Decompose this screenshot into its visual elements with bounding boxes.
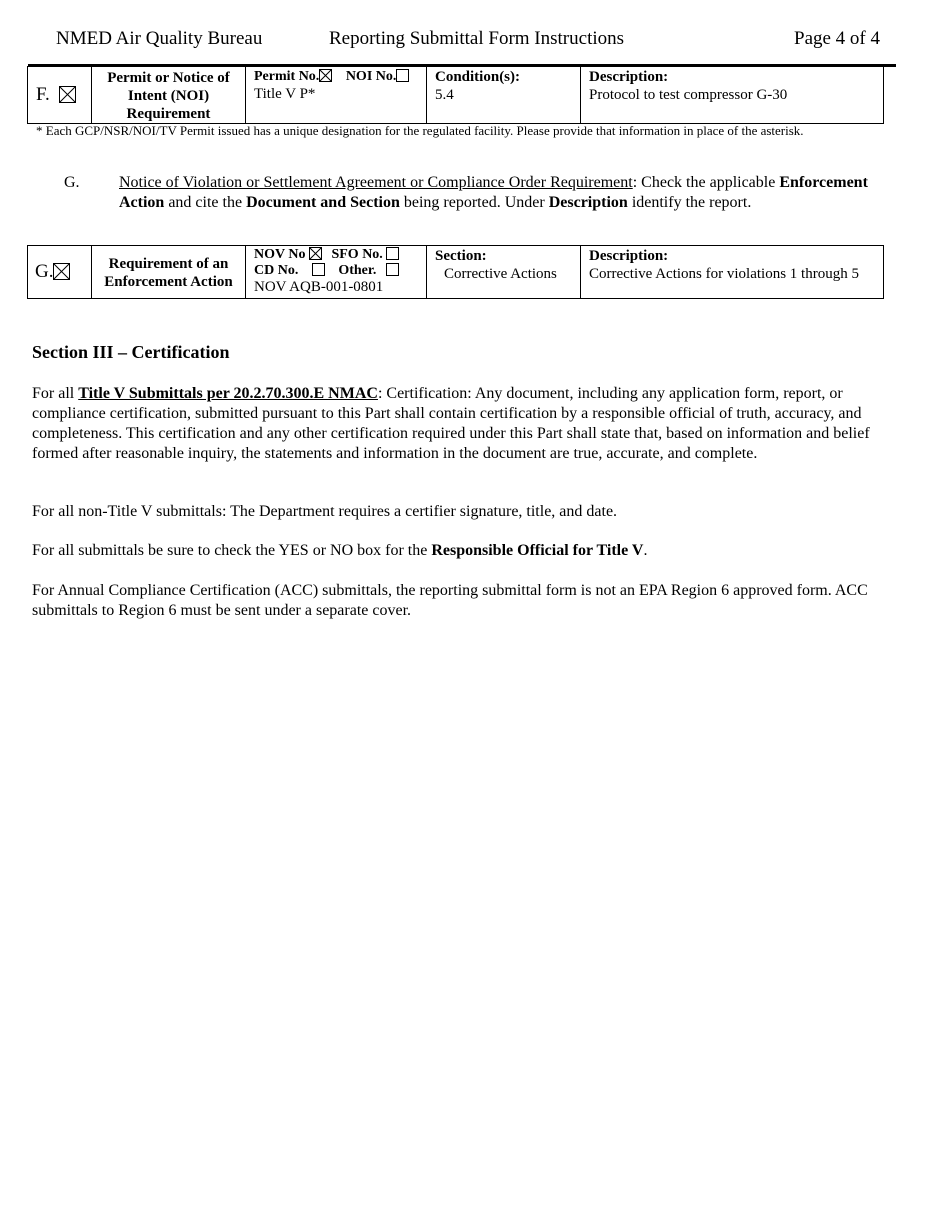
enforcement-description-value: Corrective Actions for violations 1 through 5 <box>589 266 859 282</box>
header-bureau: NMED Air Quality Bureau <box>56 28 263 49</box>
cd-label: CD No. <box>254 263 299 278</box>
other-label: Other. <box>338 263 377 278</box>
enforcement-requirement-label: Requirement of an Enforcement Action <box>104 255 233 290</box>
certification-paragraph-non-title-v: For all non-Title V submittals: The Department requires a certifier signature, title, and date. <box>32 503 618 520</box>
row-f-label: F. <box>36 84 50 105</box>
cd-checkbox[interactable] <box>312 263 325 276</box>
row-f-label-cell <box>28 67 92 124</box>
item-g-title: Notice of Violation or Settlement Agreement or Compliance Order Requirement <box>119 174 633 191</box>
p3-end: . <box>643 542 648 559</box>
header-page-number: Page 4 of 4 <box>794 28 881 49</box>
row-g-checkbox[interactable] <box>53 263 70 280</box>
permit-cell <box>246 67 427 124</box>
description-cell <box>581 67 884 124</box>
sfo-checkbox[interactable] <box>386 247 399 260</box>
section-label: Section: <box>435 248 487 264</box>
item-g-number: G. <box>64 174 80 191</box>
enforcement-requirement-cell <box>92 246 246 299</box>
certification-paragraph-acc: For Annual Compliance Certification (ACC) submittals, the reporting submittal form is not an EPA Region 6 approved form. ACC submittals to Region 6 must be sent under a separate cover. <box>32 582 868 619</box>
nov-checkbox[interactable] <box>309 247 322 260</box>
enforcement-action-table <box>27 245 884 299</box>
row-g-label: G. <box>35 261 54 282</box>
p3-bold: Responsible Official for Title V <box>431 542 644 559</box>
item-g-bold-3: Description <box>548 194 628 211</box>
sfo-label: SFO No. <box>331 247 383 262</box>
permit-requirement-table <box>27 66 884 124</box>
item-g-instructions <box>119 173 879 213</box>
p1-text: : Certification: Any document, including any application form, report, or compliance certification, submitted pursuant to this Part shall contain certification by a responsible official of truth, accuracy, and completeness. This certification and any other certification required under this Part shall state that, based on information and belief formed after reasonable inquiry, the statements and information in the document are true, accurate, and complete. <box>32 385 870 462</box>
description-label: Description: <box>589 69 669 85</box>
conditions-cell <box>427 67 581 124</box>
conditions-value: 5.4 <box>435 87 454 103</box>
enforcement-description-cell <box>581 246 884 299</box>
certification-paragraph-responsible-official <box>32 541 898 561</box>
row-g-label-cell <box>28 246 92 299</box>
permit-requirement-label: Permit or Notice of Intent (NOI) Requirement <box>107 70 230 122</box>
permit-no-label: Permit No. <box>254 69 320 84</box>
item-g-bold-1: Enforcement Action <box>119 174 868 211</box>
p1-intro: For all <box>32 385 79 402</box>
document-cell <box>246 246 427 299</box>
permit-no-checkbox[interactable] <box>319 69 332 82</box>
description-value: Protocol to test compressor G-30 <box>589 87 788 103</box>
header-title: Reporting Submittal Form Instructions <box>329 28 625 49</box>
item-g-text-2: and cite the <box>164 194 247 211</box>
title-v-nmac-reference: Title V Submittals per 20.2.70.300.E NMAC <box>78 385 378 402</box>
requirement-cell <box>92 67 246 124</box>
document-value: NOV AQB-001-0801 <box>254 279 384 295</box>
nov-label: NOV No <box>254 247 306 262</box>
item-g-text-3: being reported. Under <box>399 194 549 211</box>
item-g-text-1: : Check the applicable <box>632 174 780 191</box>
section-iii-title: Section III – Certification <box>32 342 230 362</box>
conditions-label: Condition(s): <box>435 69 521 85</box>
row-f-checkbox[interactable] <box>59 86 76 103</box>
p3-text: For all submittals be sure to check the YES or NO box for the <box>32 542 432 559</box>
noi-no-label: NOI No. <box>345 69 397 84</box>
permit-value: Title V P* <box>254 86 316 102</box>
permit-footnote: * Each GCP/NSR/NOI/TV Permit issued has a unique designation for the regulated facility. Please provide that information in place of the asterisk. <box>36 123 804 138</box>
section-value: Corrective Actions <box>444 266 557 282</box>
certification-paragraph-title-v <box>32 384 898 464</box>
enforcement-description-label: Description: <box>589 248 669 264</box>
noi-no-checkbox[interactable] <box>396 69 409 82</box>
section-cell <box>427 246 581 299</box>
item-g-text-4: identify the report. <box>627 194 752 211</box>
item-g-bold-2: Document and Section <box>246 194 400 211</box>
other-checkbox[interactable] <box>386 263 399 276</box>
